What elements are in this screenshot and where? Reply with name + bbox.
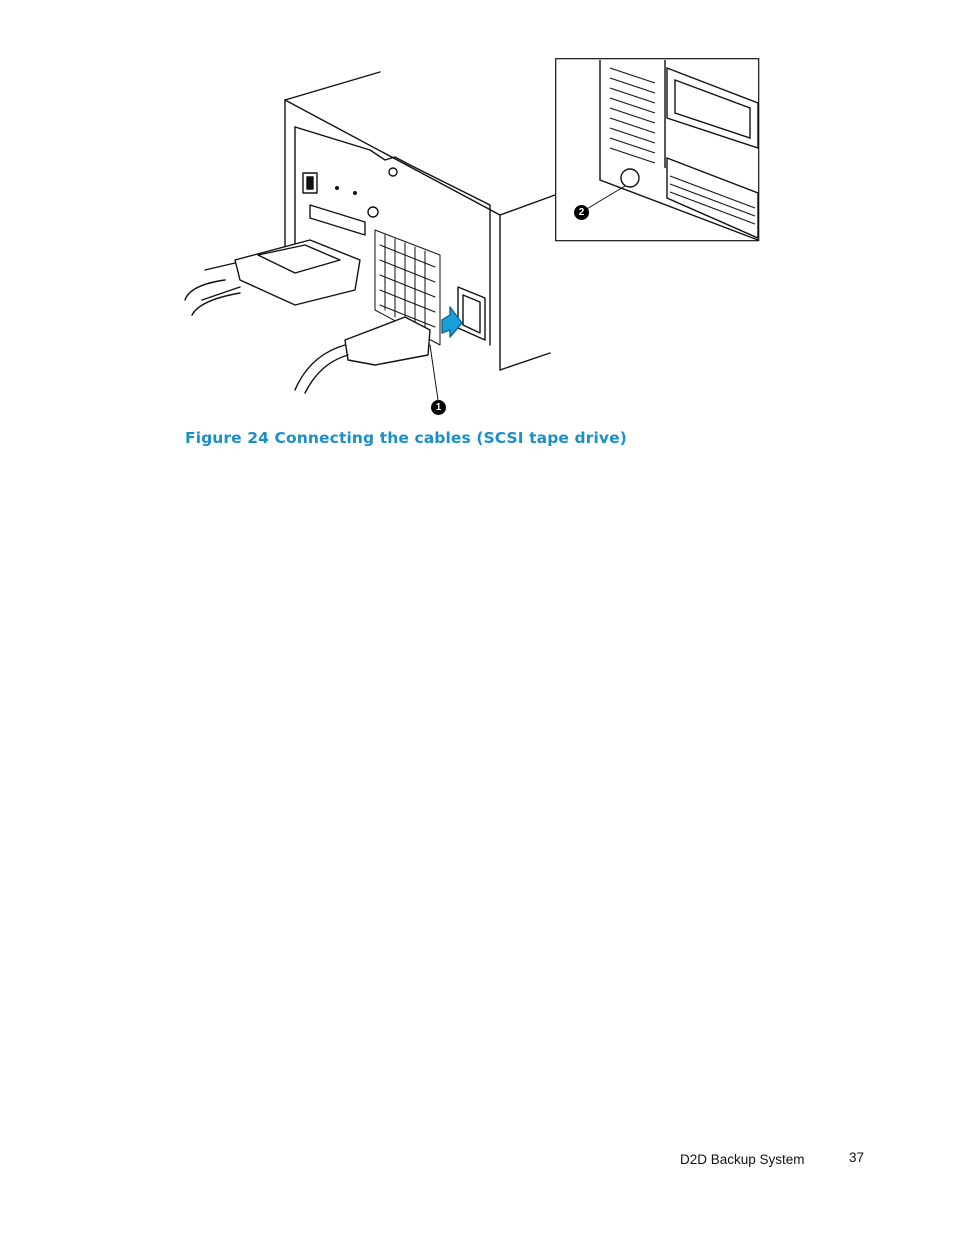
callout-2: 2 — [574, 205, 589, 220]
callout-1: 1 — [431, 400, 446, 415]
footer-document-title: D2D Backup System — [680, 1152, 805, 1167]
footer-page-number: 37 — [849, 1150, 865, 1165]
figure-caption: Figure 24 Connecting the cables (SCSI tape drive) — [185, 429, 627, 447]
figure-connecting-cables — [180, 55, 770, 425]
